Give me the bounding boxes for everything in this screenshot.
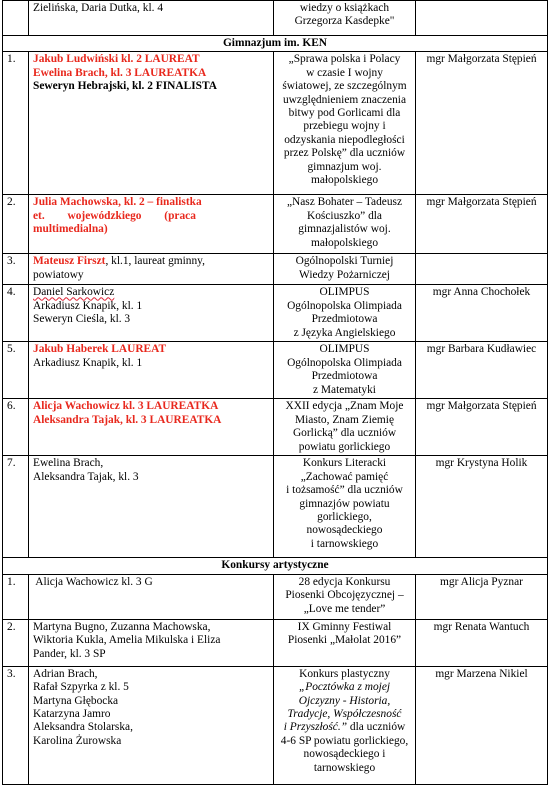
row-number: 7. — [3, 456, 29, 558]
table-row — [3, 52, 548, 195]
students-cell: Julia Machowska, kl. 2 – finalistka et. wojewódzkiego (praca multimedialna) — [29, 195, 274, 254]
teacher-cell: mgr Anna Chochołek — [416, 285, 548, 342]
row-number: 2. — [3, 619, 29, 666]
row-number: 3. — [3, 666, 29, 784]
student-name: Mateusz Firszt — [33, 255, 106, 268]
students-cell: Adrian Brach, Rafał Szpyrka z kl. 5 Martyna Głębocka Katarzyna Jamro Aleksandra Stolarska, Karolina Żurowska — [29, 666, 274, 784]
table-row — [3, 619, 548, 666]
row-number: 2. — [3, 195, 29, 254]
row-number: 1. — [3, 52, 29, 195]
students-cell: Mateusz Firszt, kl.1, laureat gminny, powiatowy — [29, 254, 274, 285]
competition-cell: „Sprawa polska i Polacy w czasie I wojny światowej, ze szczególnym uwzględnieniem znaczenia bitwy pod Gorlicami dla przebiegu wojny i odzyskania niepodległości przez Polskę” dla uczniów gimnazjum woj. małopolskiego — [274, 52, 416, 195]
teacher-cell: mgr Małgorzata Stępień — [416, 52, 548, 195]
teacher-cell: mgr Barbara Kudławiec — [416, 342, 548, 399]
students-cell: Martyna Bugno, Zuzanna Machowska, Wiktoria Kukla, Amelia Mikulska i Eliza Pander, kl. 3 SP — [29, 619, 274, 666]
students-cell: Alicja Wachowicz kl. 3 G — [29, 574, 274, 619]
teacher-cell: mgr Alicja Pyznar — [416, 574, 548, 619]
teacher-cell: mgr Małgorzata Stępień — [416, 195, 548, 254]
section-header-row — [3, 36, 548, 52]
table-row — [3, 456, 548, 558]
table-row — [3, 574, 548, 619]
competition-cell: Ogólnopolski Turniej Wiedzy Pożarniczej — [274, 254, 416, 285]
row-number: 1. — [3, 574, 29, 619]
competition-cell: OLIMPUS Ogólnopolska Olimpiada Przedmiotowa z Matematyki — [274, 342, 416, 399]
section-title-artystyczne: Konkursy artystyczne — [3, 558, 548, 574]
teacher-cell: mgr Krystyna Holik — [416, 456, 548, 558]
teacher-cell — [416, 1, 548, 36]
students-cell: Ewelina Brach, Aleksandra Tajak, kl. 3 — [29, 456, 274, 558]
teacher-cell: mgr Małgorzata Stępień — [416, 399, 548, 456]
students-cell: Alicja Wachowicz kl. 3 LAUREATKA Aleksandra Tajak, kl. 3 LAUREATKA — [29, 399, 274, 456]
students-cell: Jakub Ludwiński kl. 2 LAUREAT Ewelina Brach, kl. 3 LAUREATKA Seweryn Hebrajski, kl. 2 FINALISTA — [29, 52, 274, 195]
table-row — [3, 666, 548, 784]
competition-cell: Konkurs Literacki „Zachować pamięć i tożsamość” dla uczniów gimnazjów powiatu gorlickiego, nowosądeckiego i tarnowskiego — [274, 456, 416, 558]
table-row — [3, 399, 548, 456]
table-row — [3, 1, 548, 36]
table-row — [3, 342, 548, 399]
competition-cell: 28 edycja Konkursu Piosenki Obcojęzycznej – „Love me tender” — [274, 574, 416, 619]
competition-cell: „Nasz Bohater – Tadeusz Kościuszko” dla gimnazjalistów woj. małopolskiego — [274, 195, 416, 254]
competition-cell: wiedzy o książkach Grzegorza Kasdepke" — [274, 1, 416, 36]
results-table — [2, 0, 548, 785]
row-number: 6. — [3, 399, 29, 456]
teacher-cell: mgr Renata Wantuch — [416, 619, 548, 666]
competition-cell: XXII edycja „Znam Moje Miasto, Znam Ziemię Gorlicką” dla uczniów powiatu gorlickiego — [274, 399, 416, 456]
table-row — [3, 254, 548, 285]
section-header-row — [3, 558, 548, 574]
competition-cell: OLIMPUS Ogólnopolska Olimpiada Przedmiotowa z Języka Angielskiego — [274, 285, 416, 342]
students-cell: Zielińska, Daria Dutka, kl. 4 — [29, 1, 274, 36]
section-title-gimnazjum: Gimnazjum im. KEN — [3, 36, 548, 52]
row-number: 5. — [3, 342, 29, 399]
students-cell: Jakub Haberek LAUREAT Arkadiusz Knapik, kl. 1 — [29, 342, 274, 399]
teacher-cell: mgr Marzena Nikiel — [416, 666, 548, 784]
table-row — [3, 285, 548, 342]
competition-cell: IX Gminny Festiwal Piosenki „Małolat 2016” — [274, 619, 416, 666]
row-number: 3. — [3, 254, 29, 285]
row-number: 4. — [3, 285, 29, 342]
students-cell: Daniel Sarkowicz Arkadiusz Knapik, kl. 1 Seweryn Cieśla, kl. 3 — [29, 285, 274, 342]
table-row — [3, 195, 548, 254]
row-number-cell — [3, 1, 29, 36]
teacher-cell — [416, 254, 548, 285]
competition-cell: Konkurs plastyczny „Pocztówka z mojej Ojczyzny - Historia, Tradycje, Współczesność i Przyszłość.” dla uczniów 4-6 SP powiatu gorlickiego, nowosądeckiego i tarnowskiego — [274, 666, 416, 784]
